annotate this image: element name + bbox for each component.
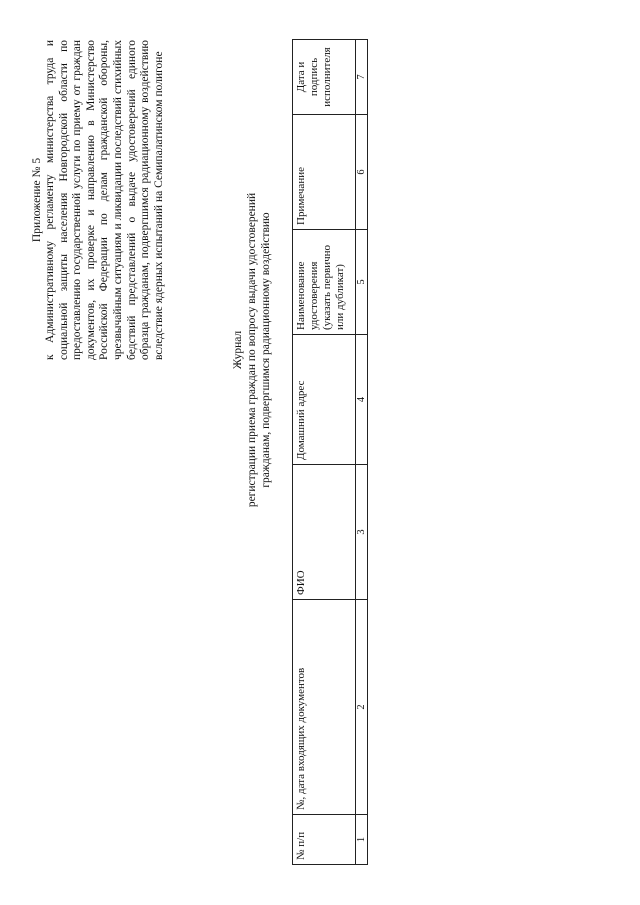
journal-subtitle: регистрации приема граждан по вопросу выдачи удостоверений гражданам, подвергшимся радиационному воздействию [246,192,272,508]
column-number: 4 [355,335,367,465]
column-header: Домашний адрес [293,335,356,465]
column-header: №, дата входящих документов [293,600,356,815]
journal-title: Журнал [232,330,244,370]
column-number: 7 [355,40,367,115]
journal-table [292,39,368,865]
appendix-body: к Административному регламенту министерства труда и социальной защиты населения Новгородской области по предоставлению государственной услуги по приему от граждан документов, их проверке и направлению в Министерство Российской Федерации по делам гражданской обороны, чрезвычайным ситуациям и ликвидации последствий стихийных бедствий представлений о выдаче удостоверений единого образца гражданам, подвергшимся радиационному воздействию вследствие ядерных испытаний на Семипалатинском полигоне [44,40,165,360]
column-number: 3 [355,465,367,600]
column-header: Примечание [293,115,356,230]
appendix-title: Приложение № 5 [31,157,43,243]
column-header: № п/п [293,815,356,865]
column-number: 2 [355,600,367,815]
table-header-row [293,40,356,865]
column-number: 1 [355,815,367,865]
column-number-row [355,40,367,865]
column-number: 6 [355,115,367,230]
column-header: Дата и подпись исполнителя [293,40,356,115]
column-number: 5 [355,230,367,335]
column-header: Наименование удостоверения (указать первично или дубликат) [293,230,356,335]
column-header: ФИО [293,465,356,600]
